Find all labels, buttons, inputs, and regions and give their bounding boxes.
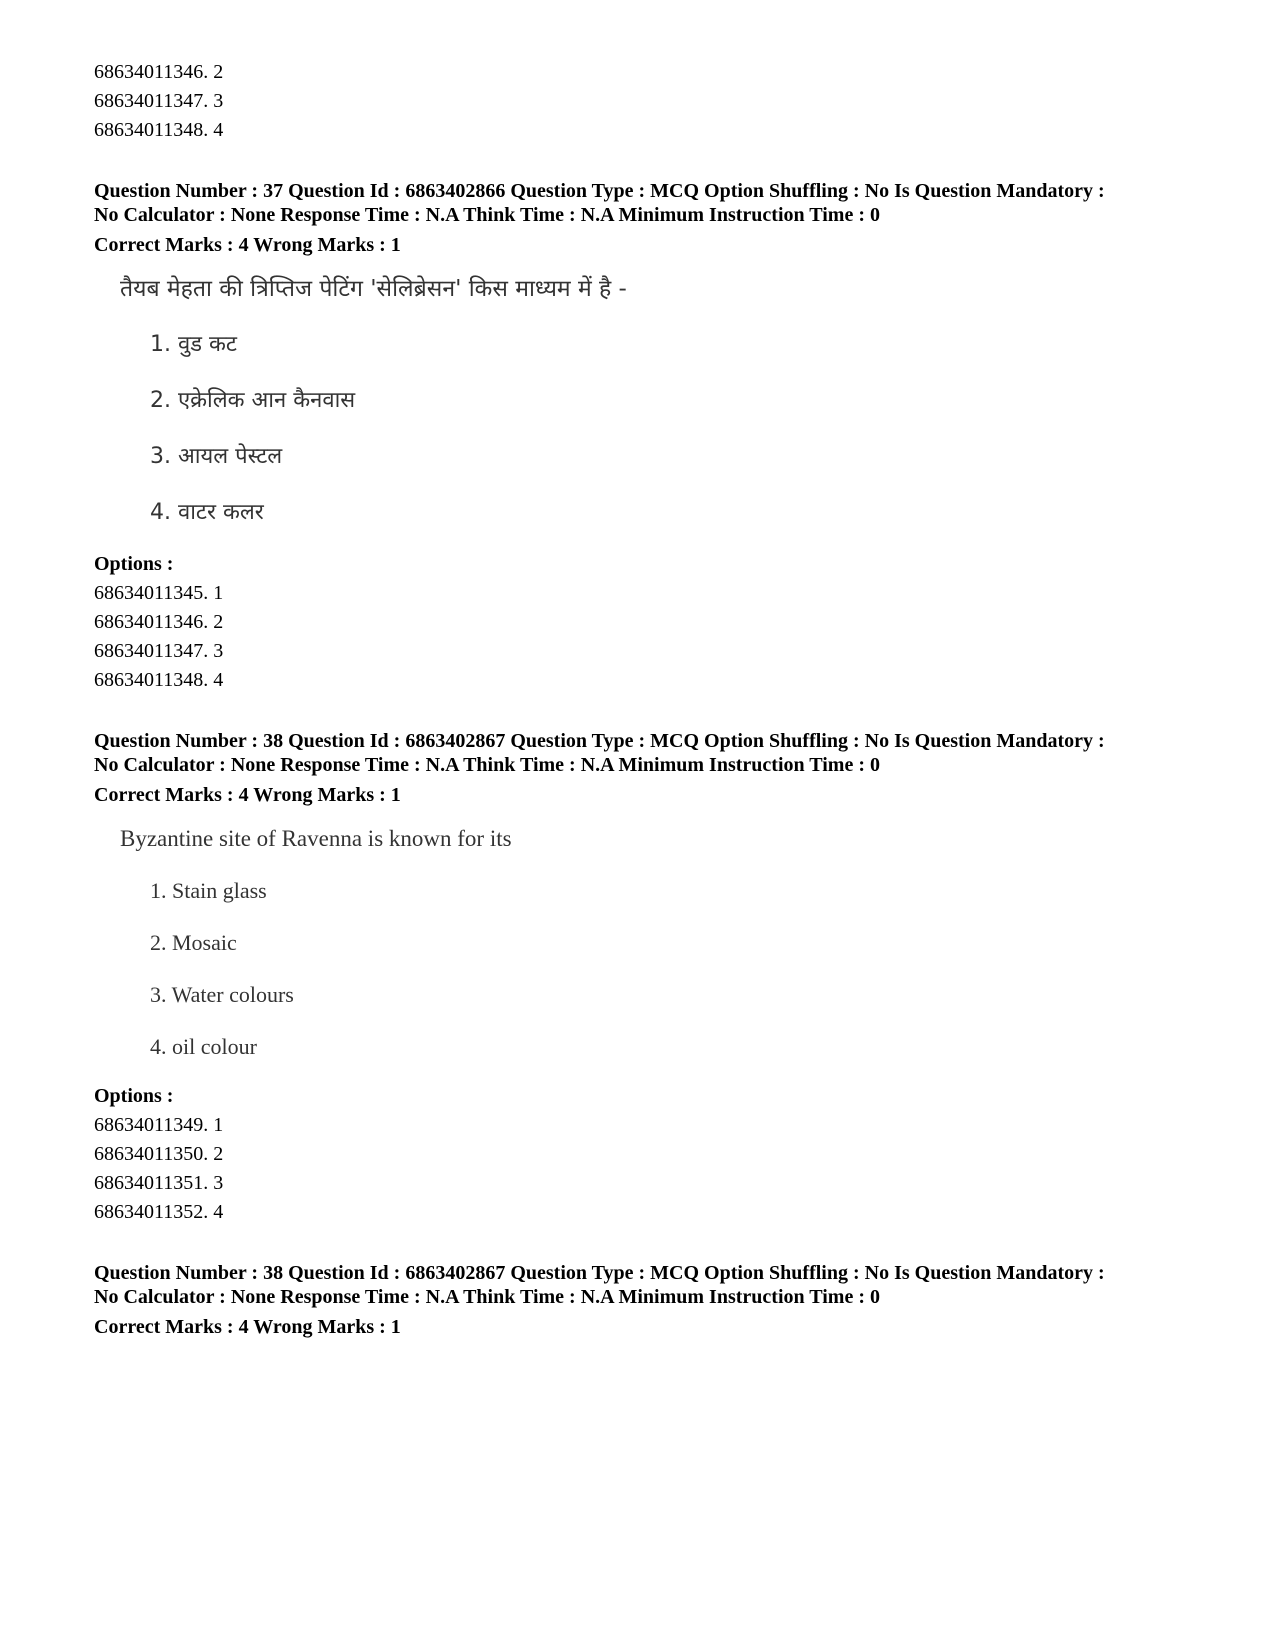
choice-item: 1. वुड कट [150,332,237,357]
question-meta-line-2: No Calculator : None Response Time : N.A Think Time : N.A Minimum Instruction Time : 0 [94,754,880,776]
options-list [94,579,1214,695]
question-block-38 [94,729,1214,1227]
choice-item: 2. एक्रेलिक आन कैनवास [150,388,356,413]
option-line: 68634011345. 1 [94,582,224,604]
options-label: Options : [94,553,174,575]
question-image [120,824,1214,1062]
question-meta-line-1: Question Number : 38 Question Id : 6863402867 Question Type : MCQ Option Shuffling : No Is Question Mandatory : [94,730,1105,752]
option-line: 68634011350. 2 [94,1143,224,1165]
question-text: तैयब मेहता की त्रिप्तिज पेटिंग 'सेलिब्रेसन' किस माध्यम में है - [120,276,627,302]
option-line: 68634011349. 1 [94,1114,224,1136]
options-list [94,1111,1214,1227]
choice-item: 3. Water colours [150,982,294,1007]
option-line: 68634011348. 4 [94,669,224,691]
question-image [120,274,1214,528]
question-block-38-repeat [94,1261,1214,1342]
question-marks: Correct Marks : 4 Wrong Marks : 1 [94,784,401,806]
choice-item: 4. oil colour [150,1034,257,1059]
question-meta-line-2: No Calculator : None Response Time : N.A Think Time : N.A Minimum Instruction Time : 0 [94,204,880,226]
question-meta-line-1: Question Number : 37 Question Id : 6863402866 Question Type : MCQ Option Shuffling : No Is Question Mandatory : [94,180,1105,202]
choice-item: 4. वाटर कलर [150,500,264,525]
previous-options-list [94,58,1214,145]
question-meta-line-1: Question Number : 38 Question Id : 6863402867 Question Type : MCQ Option Shuffling : No Is Question Mandatory : [94,1262,1105,1284]
question-marks: Correct Marks : 4 Wrong Marks : 1 [94,1316,401,1338]
choice-item: 2. Mosaic [150,930,237,955]
option-line: 68634011352. 4 [94,1201,224,1223]
options-label: Options : [94,1085,174,1107]
document-page [94,58,1214,1342]
option-line: 68634011347. 3 [94,640,224,662]
option-line: 68634011346. 2 [94,611,224,633]
choice-item: 3. आयल पेस्टल [150,444,283,469]
choice-item: 1. Stain glass [150,878,267,903]
option-line: 68634011348. 4 [94,119,224,141]
question-marks: Correct Marks : 4 Wrong Marks : 1 [94,234,401,256]
option-line: 68634011346. 2 [94,61,224,83]
option-line: 68634011351. 3 [94,1172,224,1194]
question-text: Byzantine site of Ravenna is known for its [120,826,512,851]
question-block-37 [94,179,1214,695]
question-meta-line-2: No Calculator : None Response Time : N.A Think Time : N.A Minimum Instruction Time : 0 [94,1286,880,1308]
option-line: 68634011347. 3 [94,90,224,112]
